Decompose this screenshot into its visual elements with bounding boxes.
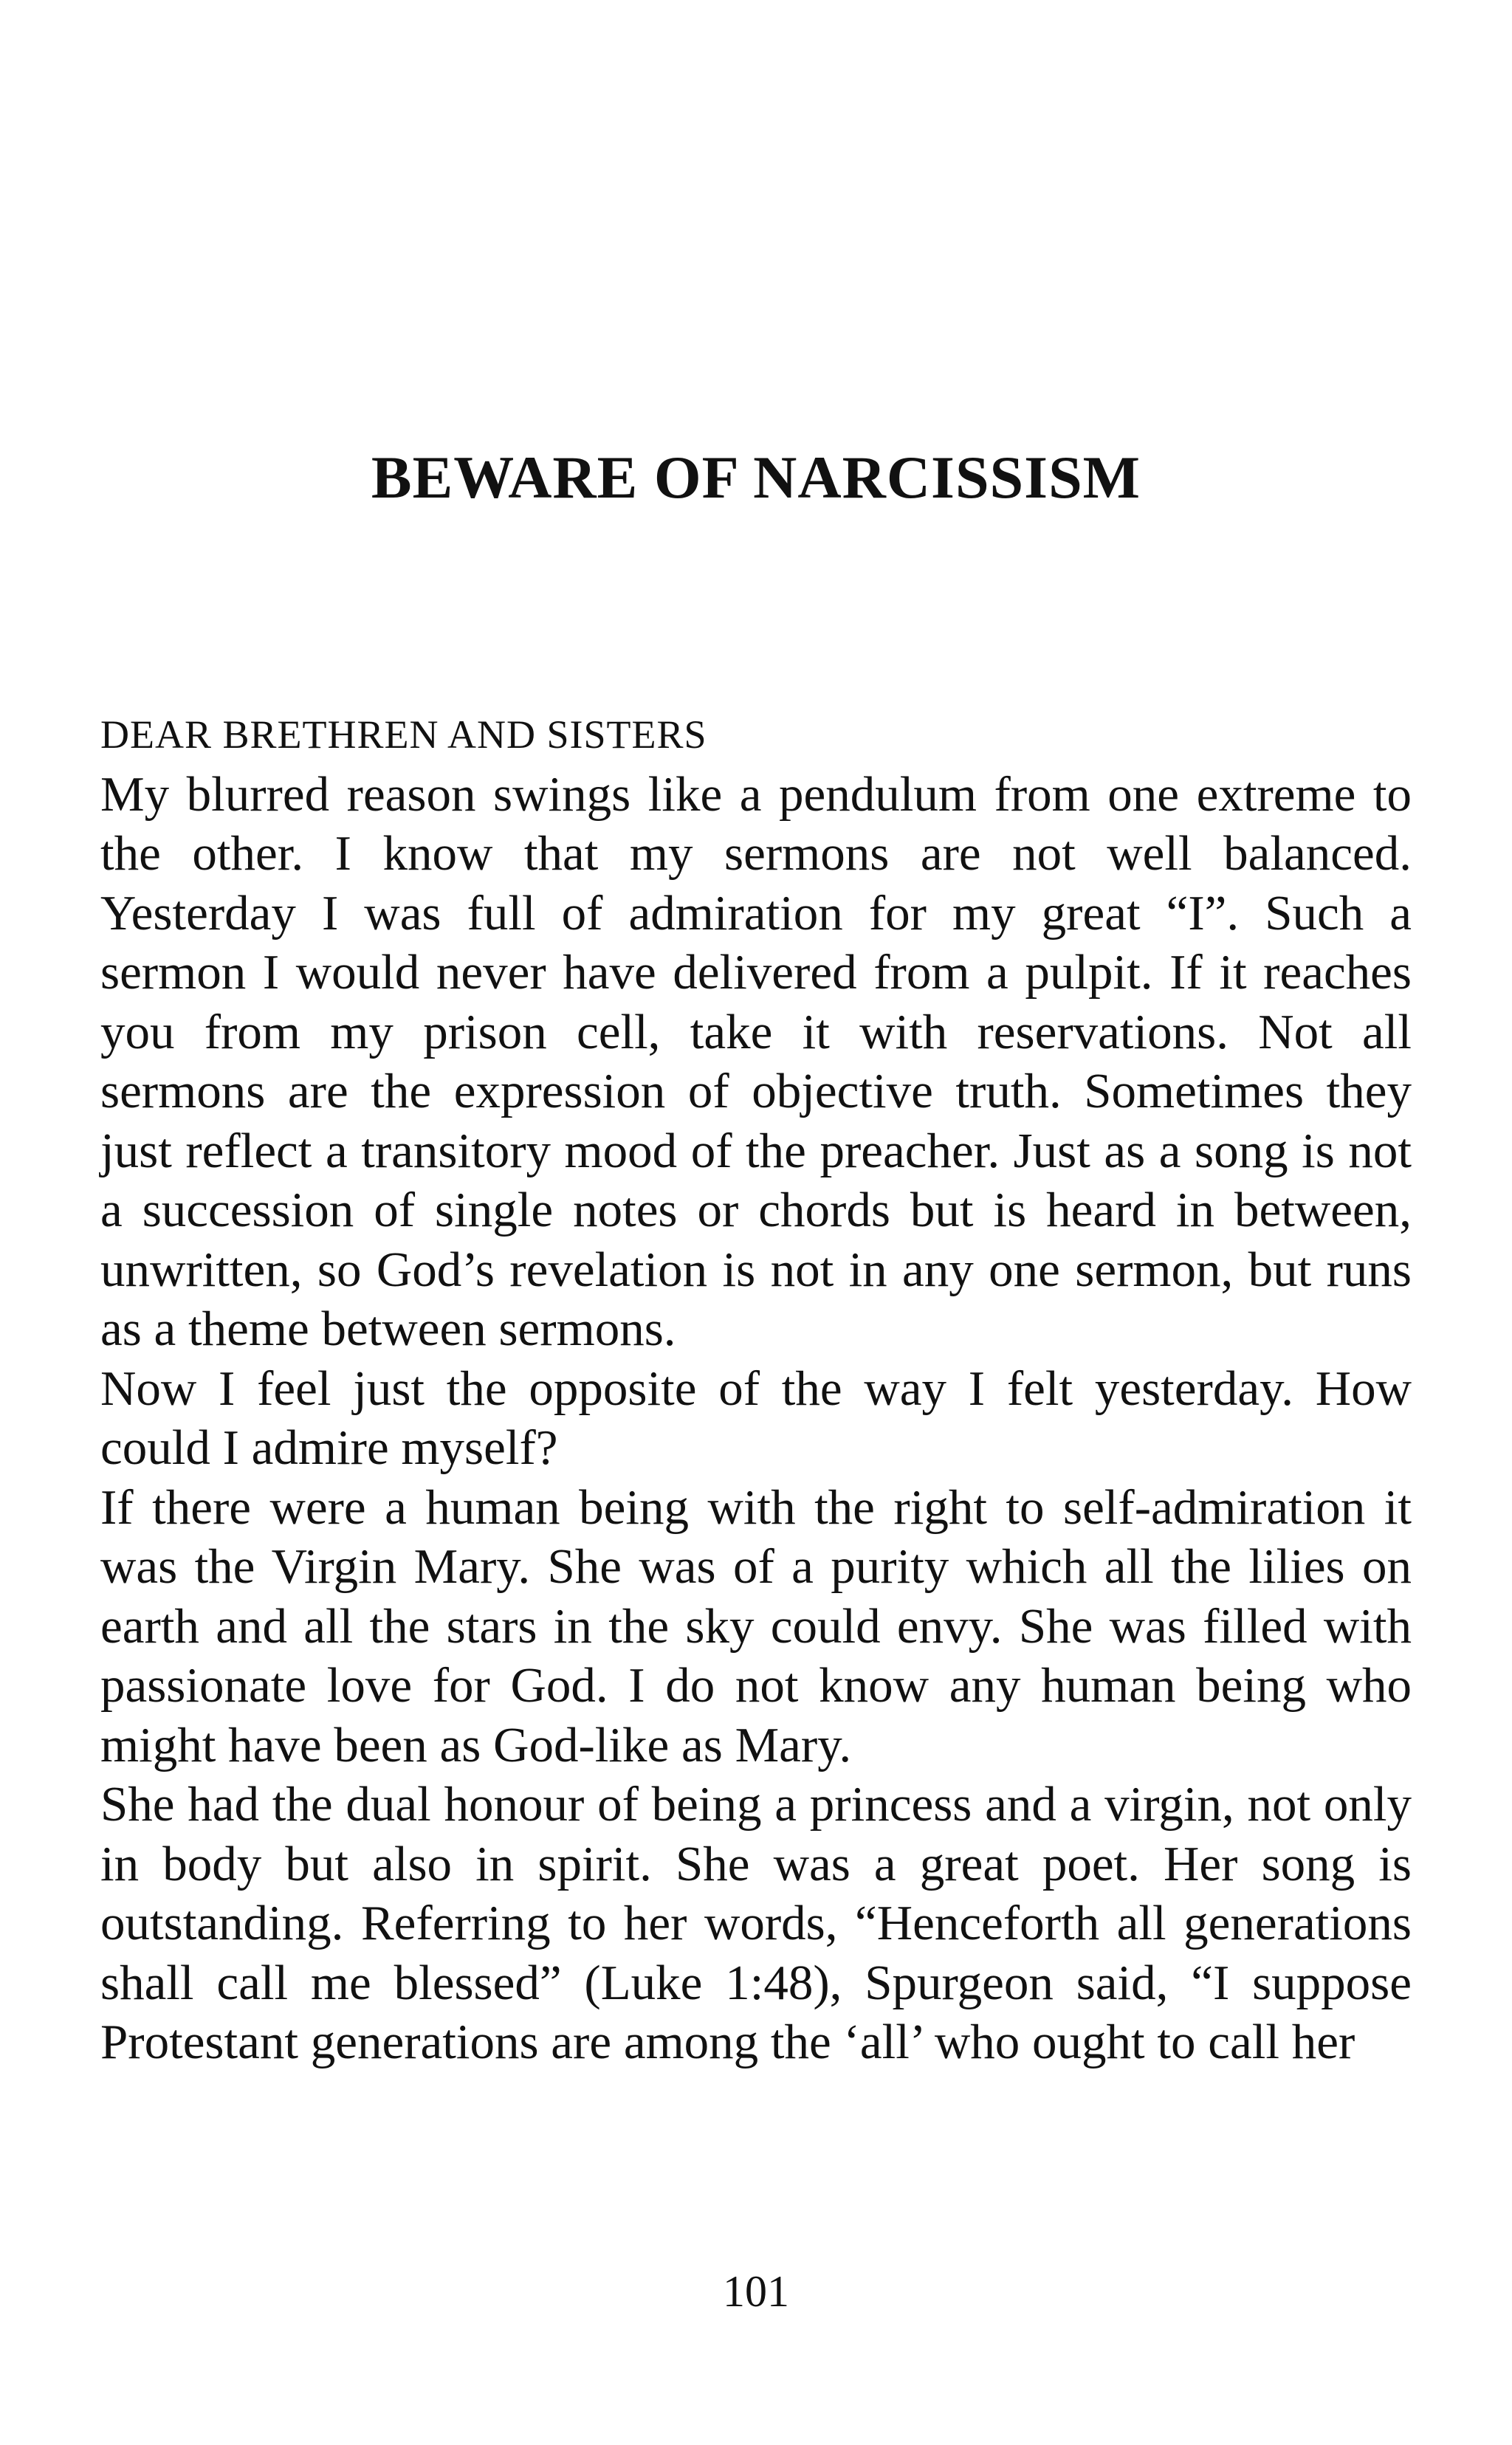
- paragraph-3: If there were a human being with the right to self-admiration it was the Virgin Mary. She was of a purity which all the lilies on earth and all the stars in the sky could envy. She was filled with passionate love for God. I do not know any human being who might have been as God-like as Mary.: [100, 1479, 1412, 1772]
- paragraph-1: My blurred reason swings like a pendulum from one extreme to the other. I know that my sermons are not well balanced. Yesterday I was full of admiration for my great “I”. Such a sermon I would never have delivered from a pulpit. If it reaches you from my prison cell, take it with reservations. Not all sermons are the expression of objective truth. Sometimes they just reflect a transitory mood of the preacher. Just as a song is not a succession of single notes or chords but is heard in between, unwritten, so God’s revelation is not in any one sermon, but runs as a theme between sermons.: [100, 766, 1412, 1356]
- chapter-title: BEWARE OF NARCISSISM: [371, 444, 1141, 511]
- paragraph-4: She had the dual honour of being a princess and a virgin, not only in body but also in spirit. She was a great poet. Her song is outstanding. Referring to her words, “Henceforth all generations shall call me blessed” (Luke 1:48), Spurgeon said, “I suppose Protestant generations are among the ‘all’ who ought to call her: [100, 1777, 1412, 2069]
- page-number: 101: [723, 2267, 789, 2316]
- paragraph-2: Now I feel just the opposite of the way I felt yesterday. How could I admire myself?: [100, 1361, 1412, 1475]
- body-text: [100, 705, 1412, 2072]
- salutation: DEAR BRETHREN AND SISTERS: [100, 712, 707, 757]
